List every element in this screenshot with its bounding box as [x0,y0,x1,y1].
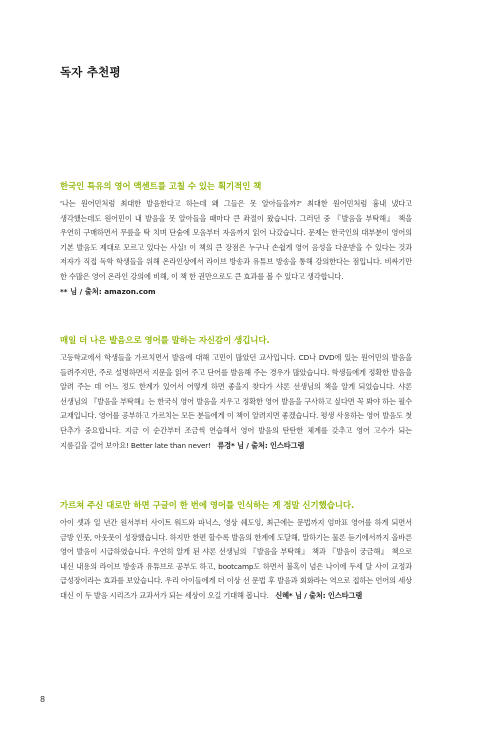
review-heading: 가르쳐 주신 대로만 하면 구글이 한 번에 영어를 인식하는 게 정말 신기했습니다. [60,500,355,510]
review-3 [60,499,412,604]
review-body: '나는 원어민처럼 최대한 발음한다고 하는데 왜 그들은 못 알아들을까?' 최대한 원어민처럼 흉내 냈다고 생각했는데도 원어민이 내 발음을 못 알아들을 때마다 큰 좌절이 왔습니다. 그러던 중 『발음을 부탁해』 책을 우연히 구매하면서 무릎을 탁 치며 단숨에 모음부터 자음까지 읽어 나갔습니다. 문제는 한국인의 대부분이 영어의 기본 발음도 제대로 모르고 있다는 사실! 이 책의 큰 장점은 누구나 손쉽게 영어 음성을 다운받을 수 있다는 것과 저자가 직접 독학 학생들을 위해 온라인상에서 라이브 방송과 유튜브 방송을 통해 강의한다는 점입니다. 비싸기만 한 수많은 영어 온라인 강의에 비해, 이 책 한 권만으로도 큰 효과를 볼 수 있다고 생각합니다. [60,199,412,281]
review-signature: ** 님 / 출처: amazon.com [60,286,156,296]
review-2 [60,334,412,453]
review-heading: 매일 더 나은 발음으로 영어를 말하는 자신감이 생깁니다. [60,335,270,345]
review-1 [60,180,412,299]
review-body: 고등학교에서 학생들을 가르치면서 발음에 대해 고민이 많았던 교사입니다. CD나 DVD에 있는 원어민의 발음을 들려주지만, 주로 설명하면서 지문을 읽어 주고 단어를 발음해 주는 경우가 많았습니다. 학생들에게 정확한 발음을 알려 주는 데 어느 정도 한계가 있어서 어떻게 하면 좋을지 찾다가 샤론 선생님의 책을 알게 되었습니다. 샤론 선생님의 『발음을 부탁해』는 한국식 영어 발음을 지우고 정확한 영어 발음을 구사하고 싶다면 꼭 봐야 하는 필수 교재입니다. 영어를 공부하고 가르치는 모든 분들에게 이 책이 알려지면 좋겠습니다. 평생 사용하는 영어 발음도 첫 단추가 중요합니다. 지금 이 순간부터 조금씩 연습해서 영어 발음의 탄탄한 체계를 갖추고 영어 고수가 되는 지름길을 걸어 보아요! Better late than never! [60,353,412,450]
review-body-wrapper [60,516,412,604]
page-number: 8 [40,695,46,704]
review-signature: 신혜* 님 / 출처: 인스타그램 [275,590,363,600]
review-body: 아이 셋과 일 년간 원서부터 사이트 워드와 파닉스, 영상 쉐도잉, 최근에는 문법까지 엄마표 영어를 하게 되면서 금방 인풋, 아웃풋이 성장했습니다. 하지만 한편 할수록 발음의 한계에 도달해, 말하기는 물론 듣기에서까지 올바른 영어 발음이 시급하였습니다. 우연히 알게 된 샤론 선생님의 『발음을 부탁해』 책과 『발음이 궁금해』 책으로 내신 내용의 라이브 방송과 유튜브로 공부도 하고, bootcamp도 하면서 불혹이 넘은 나이에 두세 달 사이 교정과 급성장이라는 효과를 보았습니다. 우리 아이들에게 더 이상 선 문법 후 발음과 회화라는 역으로 접하는 언어의 세상 대신 이 두 발음 시리즈가 교과서가 되는 세상이 오길 기대해 봅니다. [60,518,412,600]
page-title: 독자 추천평 [60,65,121,79]
review-signature: 류경* 님 / 출처: 인스타그램 [217,440,305,450]
review-heading: 한국인 특유의 영어 액센트를 고칠 수 있는 획기적인 책 [60,181,262,191]
review-body-wrapper [60,351,412,453]
